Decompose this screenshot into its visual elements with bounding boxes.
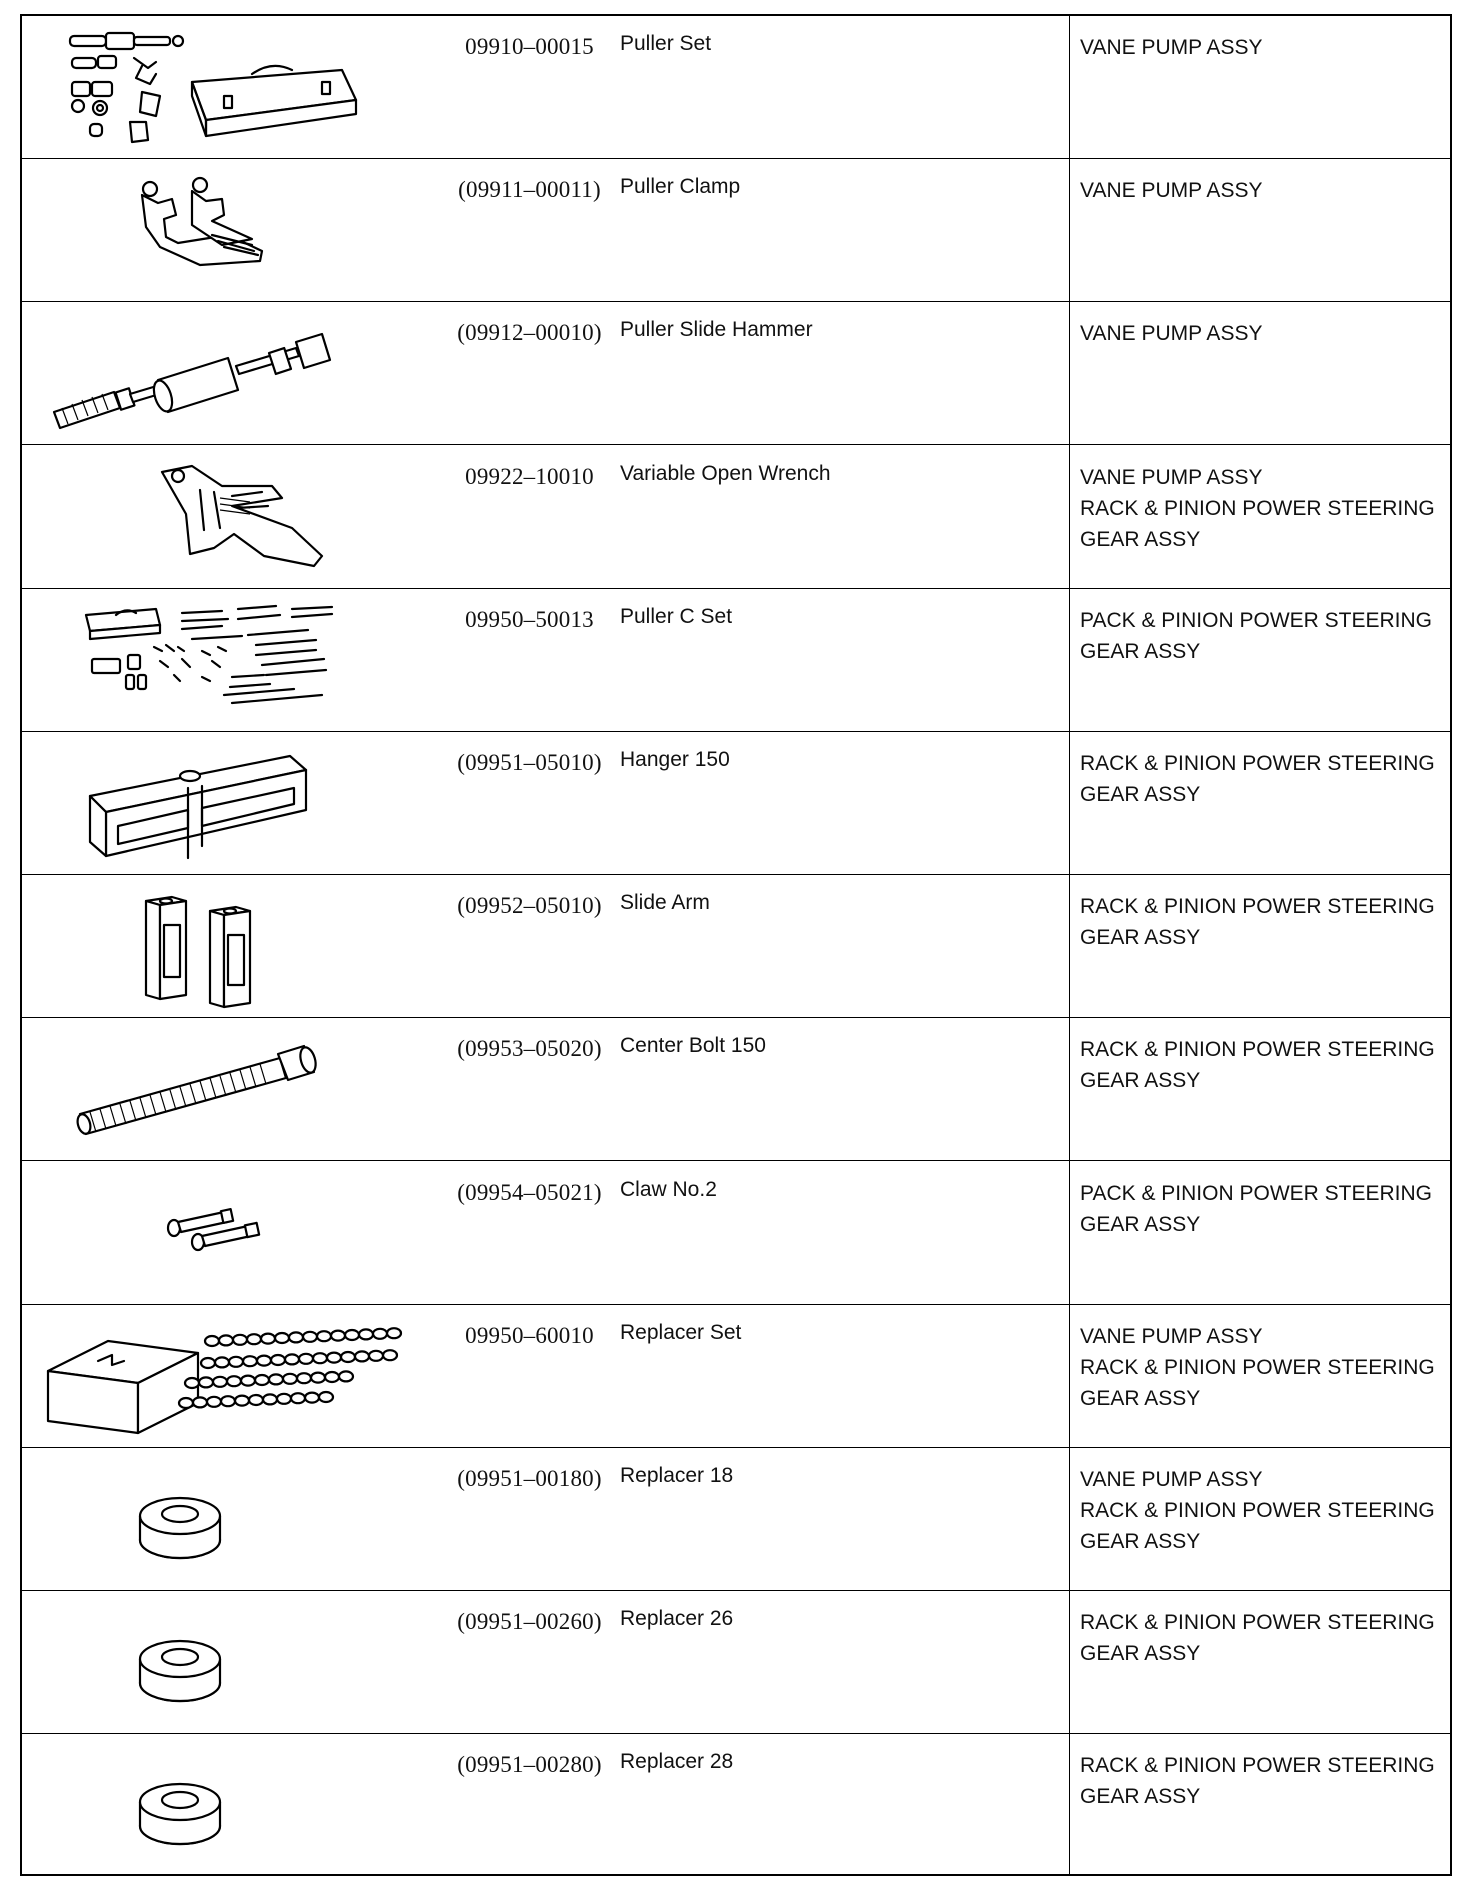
- purpose-line: GEAR ASSY: [1080, 639, 1201, 663]
- tool-purpose: [1080, 1464, 1450, 1557]
- slide-arm-icon: [42, 881, 442, 1011]
- part-number: (09911–00011): [458, 177, 601, 203]
- tool-name: Puller Clamp: [620, 175, 741, 199]
- tool-purpose: [1080, 1034, 1450, 1096]
- claw-icon: [42, 1168, 442, 1298]
- part-number: (09951–00280): [457, 1752, 602, 1778]
- replacer-set-icon: [42, 1311, 442, 1441]
- table-row: [22, 1448, 1450, 1591]
- tool-purpose: [1080, 1178, 1450, 1240]
- purpose-line: GEAR ASSY: [1080, 926, 1201, 950]
- part-number: 09922–10010: [465, 463, 594, 489]
- purpose-line: RACK & PINION POWER STEERING: [1080, 1355, 1435, 1379]
- tool-purpose: [1080, 891, 1450, 953]
- hanger-icon: [42, 738, 442, 868]
- part-number: (09953–05020): [457, 1036, 602, 1062]
- purpose-line: VANE PUMP ASSY: [1080, 1324, 1263, 1348]
- tool-name: Slide Arm: [620, 891, 710, 915]
- table-row: [22, 302, 1450, 445]
- tool-name: Replacer Set: [620, 1320, 742, 1344]
- center-bolt-icon: [42, 1024, 442, 1154]
- tool-name: Center Bolt 150: [620, 1034, 766, 1058]
- tool-purpose: [1080, 605, 1450, 667]
- table-row: [22, 16, 1450, 159]
- purpose-line: VANE PUMP ASSY: [1080, 322, 1263, 346]
- tool-purpose: [1080, 318, 1450, 349]
- part-number: (09954–05021): [457, 1179, 602, 1205]
- purpose-line: RACK & PINION POWER STEERING: [1080, 1499, 1435, 1522]
- part-number: (09951–00180): [457, 1466, 602, 1491]
- purpose-line: GEAR ASSY: [1080, 1386, 1201, 1410]
- part-number: (09912–00010): [457, 320, 602, 346]
- tool-name: Replacer 18: [620, 1464, 734, 1487]
- table-row: [22, 1591, 1450, 1734]
- tool-name: Replacer 26: [620, 1607, 734, 1631]
- part-number: (09951–05010): [457, 750, 602, 775]
- purpose-line: GEAR ASSY: [1080, 1785, 1201, 1809]
- tool-purpose: [1080, 1750, 1450, 1812]
- tool-purpose: [1080, 1607, 1450, 1669]
- table-row: [22, 446, 1450, 589]
- puller-c-set-icon: [42, 595, 442, 725]
- table-row: [22, 1734, 1450, 1877]
- table-row: [22, 589, 1450, 732]
- purpose-line: VANE PUMP ASSY: [1080, 179, 1263, 203]
- replacer-ring-icon: [42, 1454, 442, 1584]
- purpose-line: GEAR ASSY: [1080, 1530, 1201, 1553]
- purpose-line: RACK & PINION POWER STEERING: [1080, 1038, 1435, 1062]
- replacer-ring-icon: [42, 1597, 442, 1727]
- tool-purpose: [1080, 748, 1450, 810]
- tool-purpose: [1080, 32, 1450, 63]
- tool-name: Claw No.2: [620, 1177, 717, 1201]
- part-number: 09950–60010: [465, 1322, 594, 1348]
- table-row: [22, 1305, 1450, 1448]
- purpose-line: VANE PUMP ASSY: [1080, 1468, 1263, 1491]
- part-number: 09950–50013: [465, 606, 594, 632]
- purpose-line: GEAR ASSY: [1080, 783, 1201, 806]
- replacer-ring-icon: [42, 1740, 442, 1870]
- table-row: [22, 1162, 1450, 1305]
- part-number: (09952–05010): [457, 893, 602, 919]
- tool-name: Replacer 28: [620, 1750, 734, 1774]
- table-row: [22, 159, 1450, 302]
- tool-purpose: [1080, 462, 1450, 555]
- puller-set-icon: [42, 22, 442, 152]
- purpose-line: RACK & PINION POWER STEERING: [1080, 1611, 1435, 1635]
- purpose-line: RACK & PINION POWER STEERING: [1080, 496, 1435, 520]
- purpose-line: RACK & PINION POWER STEERING: [1080, 1754, 1435, 1778]
- open-wrench-icon: [42, 452, 442, 582]
- purpose-line: VANE PUMP ASSY: [1080, 465, 1263, 489]
- special-tools-table: [20, 14, 1452, 1876]
- table-row: [22, 1018, 1450, 1161]
- purpose-line: RACK & PINION POWER STEERING: [1080, 895, 1435, 919]
- tool-purpose: [1080, 1321, 1450, 1414]
- tool-name: Puller Slide Hammer: [620, 318, 813, 342]
- purpose-line: RACK & PINION POWER STEERING: [1080, 752, 1435, 775]
- tool-name: Hanger 150: [620, 748, 730, 771]
- purpose-line: PACK & PINION POWER STEERING: [1080, 1181, 1432, 1205]
- purpose-line: GEAR ASSY: [1080, 527, 1201, 551]
- table-row: [22, 732, 1450, 875]
- purpose-line: PACK & PINION POWER STEERING: [1080, 608, 1432, 632]
- purpose-line: GEAR ASSY: [1080, 1642, 1201, 1666]
- puller-clamp-icon: [42, 165, 442, 295]
- table-row: [22, 875, 1450, 1018]
- tool-name: Puller C Set: [620, 604, 733, 628]
- part-number: 09910–00015: [465, 34, 594, 59]
- tool-name: Puller Set: [620, 32, 712, 55]
- purpose-line: GEAR ASSY: [1080, 1069, 1201, 1093]
- purpose-line: VANE PUMP ASSY: [1080, 36, 1263, 59]
- part-number: (09951–00260): [457, 1609, 602, 1635]
- tool-purpose: [1080, 175, 1450, 206]
- tool-name: Variable Open Wrench: [620, 461, 831, 485]
- slide-hammer-icon: [42, 308, 442, 438]
- purpose-line: GEAR ASSY: [1080, 1212, 1201, 1236]
